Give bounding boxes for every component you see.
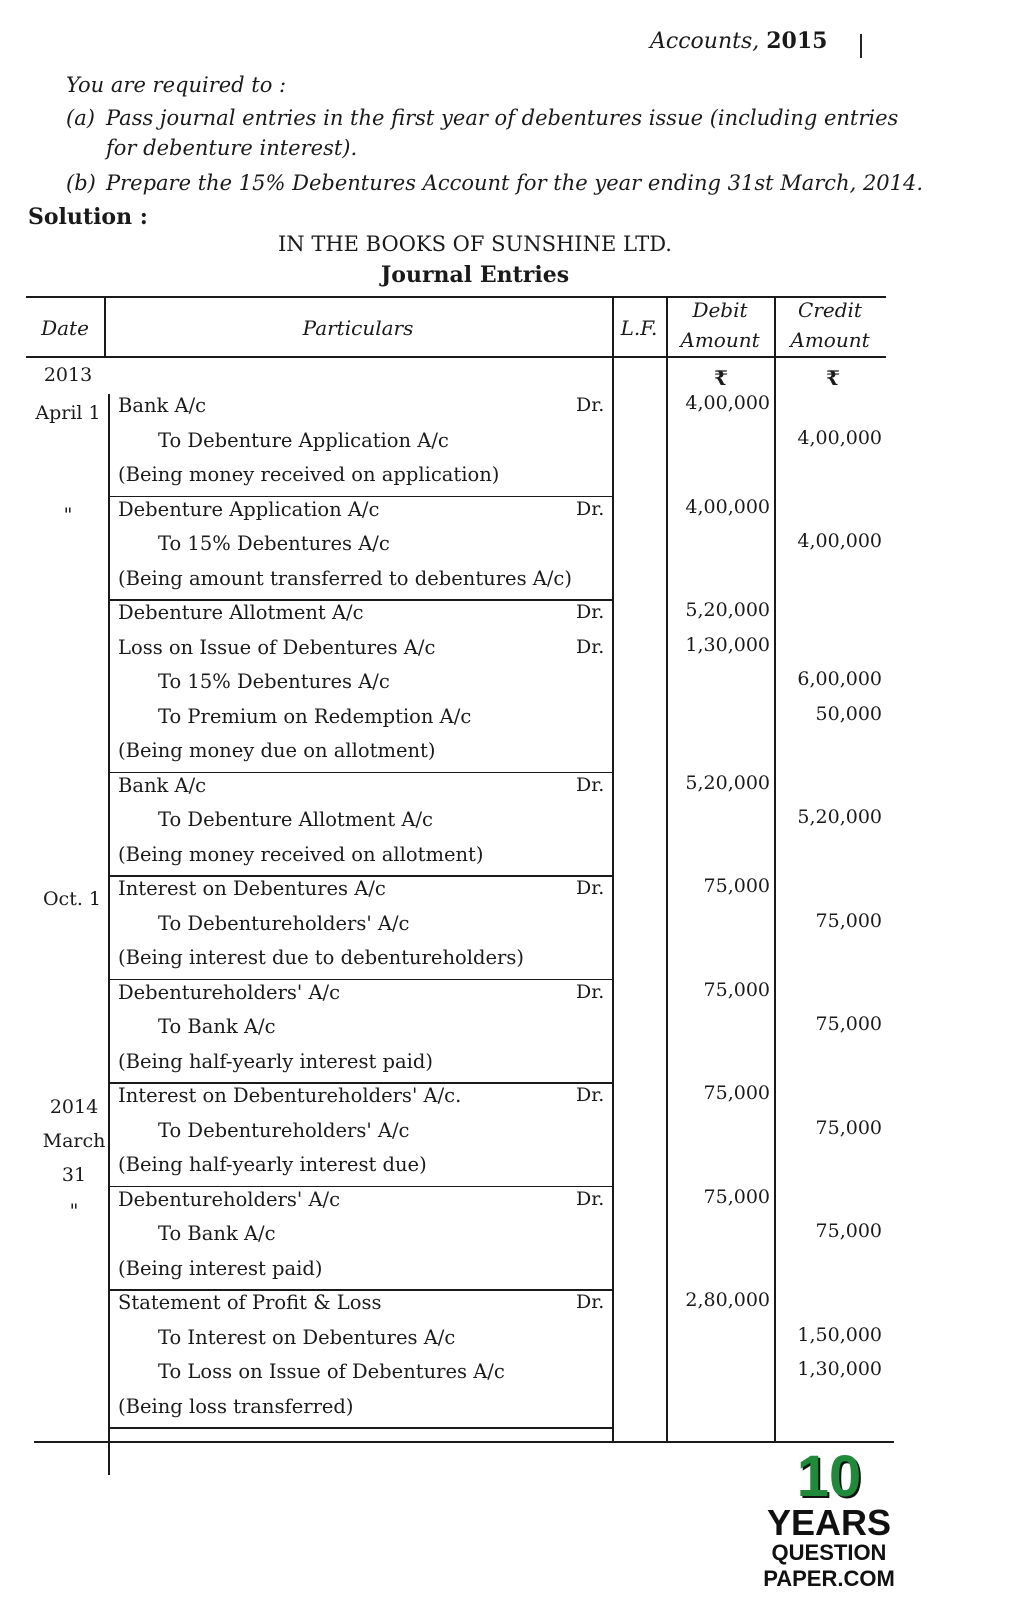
entry-3-line-3-text: To 15% Debentures A/c [158, 670, 390, 693]
entry-separator [108, 599, 612, 601]
col-header-credit-amount: Amount [790, 328, 870, 352]
header-year: 2015 [766, 28, 828, 54]
entry-separator [108, 496, 612, 498]
entry-5-line-3-text: (Being interest due to debentureholders) [118, 946, 524, 969]
page-header [650, 28, 827, 54]
entry-4-line-1-dr: Dr. [576, 773, 605, 796]
entry-8-line-3-text: (Being interest paid) [118, 1256, 323, 1280]
entry-3-line-4-text: To Premium on Redemption A/c [158, 704, 472, 728]
entry-5-line-1-dr: Dr. [576, 877, 605, 899]
col-divider-particulars [612, 296, 614, 1442]
col-header-particulars: Particulars [302, 316, 414, 340]
entry-3-line-1-debit: 5,20,000 [685, 599, 770, 621]
col-header-date: Date [41, 316, 89, 340]
date-ditto: " [63, 504, 73, 526]
requirement-a [66, 103, 926, 163]
entry-3-line-2-debit: 1,30,000 [685, 633, 770, 656]
requirement-b-text: Prepare the 15% Debentures Account for the year ending 31st March, 2014. [106, 171, 924, 195]
requirement-b-label: (b) [66, 171, 96, 195]
entry-6-line-2-text: To Bank A/c [158, 1015, 276, 1038]
entry-2-line-1-dr: Dr. [576, 497, 605, 520]
entry-1-line-1-dr: Dr. [576, 394, 605, 416]
entry-1-line-2-credit: 4,00,000 [797, 426, 882, 449]
entry-separator [108, 875, 612, 877]
entry-8-line-2-credit: 75,000 [815, 1220, 882, 1242]
entry-separator [108, 1289, 612, 1291]
entry-7-line-3-text: (Being half-yearly interest due) [118, 1153, 427, 1176]
table-bottom-rule [34, 1441, 894, 1443]
entry-6-line-1-text: Debentureholders' A/c [118, 980, 341, 1004]
entry-7-line-2-text: To Debentureholders' A/c [158, 1118, 410, 1142]
logo-years: YEARS [766, 1502, 892, 1543]
entry-9-line-2-text: To Interest on Debentures A/c [158, 1325, 456, 1349]
entry-7-line-1-debit: 75,000 [703, 1082, 770, 1104]
date-march: March [42, 1130, 106, 1152]
entry-3-line-3-credit: 6,00,000 [797, 668, 882, 690]
site-logo [714, 1444, 944, 1592]
debit-currency-symbol: ₹ [714, 366, 728, 390]
credit-currency-symbol: ₹ [826, 366, 840, 390]
entry-6-line-1-debit: 75,000 [703, 978, 770, 1001]
entry-2-line-2-credit: 4,00,000 [797, 530, 882, 552]
entry-2-line-3-text: (Being amount transferred to debentures A/c) [118, 566, 572, 590]
entry-3-line-1-dr: Dr. [576, 601, 605, 623]
requirements-intro: You are required to : [66, 73, 287, 97]
header-subject: Accounts, [650, 29, 760, 54]
books-title: IN THE BOOKS OF SUNSHINE LTD. [278, 232, 672, 256]
entry-separator [108, 1082, 612, 1084]
entry-separator [108, 1427, 612, 1429]
entry-9-line-4-text: (Being loss transferred) [118, 1394, 354, 1418]
header-divider [860, 34, 862, 58]
entry-9-line-3-credit: 1,30,000 [797, 1358, 882, 1380]
entry-separator [108, 1186, 612, 1188]
col-divider-debit [774, 296, 776, 1442]
entry-5-line-2-credit: 75,000 [815, 909, 882, 932]
entry-6-line-2-credit: 75,000 [815, 1013, 882, 1035]
entry-1-line-3-text: (Being money received on application) [118, 463, 500, 486]
entry-4-line-1-debit: 5,20,000 [685, 771, 770, 794]
entry-9-line-3-text: To Loss on Issue of Debentures A/c [158, 1360, 505, 1383]
entry-1-line-2-text: To Debenture Application A/c [158, 428, 449, 452]
col-divider-lf [666, 296, 668, 1442]
entry-9-line-1-dr: Dr. [576, 1291, 605, 1313]
entry-6-line-1-dr: Dr. [576, 980, 605, 1003]
date-ditto-2: " [69, 1200, 79, 1222]
entry-separator [108, 979, 612, 981]
date-year-2014: 2014 [49, 1096, 99, 1118]
entry-2-line-1-text: Debenture Application A/c [118, 497, 380, 521]
date-oct-1: Oct. 1 [42, 888, 102, 910]
particulars-left-border [108, 394, 110, 1475]
entry-3-line-1-text: Debenture Allotment A/c [118, 601, 364, 624]
entry-5-line-1-debit: 75,000 [703, 875, 770, 897]
logo-site: QUESTION PAPER.COM [763, 1540, 895, 1591]
table-header-rule [26, 356, 886, 358]
entry-9-line-1-debit: 2,80,000 [685, 1289, 770, 1311]
entry-2-line-2-text: To 15% Debentures A/c [158, 532, 390, 555]
requirement-a-text: Pass journal entries in the first year of debentures issue (including entries for debenture interest). [106, 106, 899, 160]
journal-title: Journal Entries [380, 262, 570, 288]
entry-3-line-2-dr: Dr. [576, 635, 605, 658]
entry-5-line-1-text: Interest on Debentures A/c [118, 877, 386, 900]
entry-9-line-1-text: Statement of Profit & Loss [118, 1291, 382, 1314]
requirement-b [66, 168, 923, 198]
requirement-a-label: (a) [66, 106, 95, 130]
entry-8-line-2-text: To Bank A/c [158, 1222, 276, 1245]
solution-label: Solution : [28, 204, 148, 230]
entry-4-line-3-text: (Being money received on allotment) [118, 842, 484, 866]
entry-1-line-1-debit: 4,00,000 [685, 392, 770, 414]
entry-3-line-2-text: Loss on Issue of Debentures A/c [118, 635, 436, 659]
entry-6-line-3-text: (Being half-yearly interest paid) [118, 1049, 433, 1073]
entry-7-line-1-text: Interest on Debentureholders' A/c. [118, 1084, 462, 1107]
entry-7-line-1-dr: Dr. [576, 1084, 605, 1106]
entry-4-line-2-text: To Debenture Allotment A/c [158, 808, 433, 831]
entry-8-line-1-text: Debentureholders' A/c [118, 1187, 341, 1211]
entry-3-line-5-text: (Being money due on allotment) [118, 739, 436, 762]
entry-3-line-4-credit: 50,000 [815, 702, 882, 725]
col-header-debit: Debit [692, 298, 748, 322]
logo-number: 10 [796, 1444, 862, 1509]
entry-8-line-1-debit: 75,000 [703, 1185, 770, 1208]
entry-1-line-1-text: Bank A/c [118, 394, 207, 417]
entry-7-line-2-credit: 75,000 [815, 1116, 882, 1139]
date-april-1: April 1 [35, 402, 101, 424]
entry-5-line-2-text: To Debentureholders' A/c [158, 911, 410, 935]
date-year-2013: 2013 [43, 364, 93, 386]
entry-9-line-2-credit: 1,50,000 [797, 1323, 882, 1346]
date-31: 31 [61, 1164, 87, 1186]
entry-4-line-2-credit: 5,20,000 [797, 806, 882, 828]
entry-8-line-1-dr: Dr. [576, 1187, 605, 1210]
col-header-debit-amount: Amount [680, 328, 760, 352]
entry-2-line-1-debit: 4,00,000 [685, 495, 770, 518]
entry-4-line-1-text: Bank A/c [118, 773, 207, 797]
entry-separator [108, 772, 612, 774]
col-header-credit: Credit [798, 298, 862, 322]
col-header-lf: L.F. [620, 316, 658, 340]
